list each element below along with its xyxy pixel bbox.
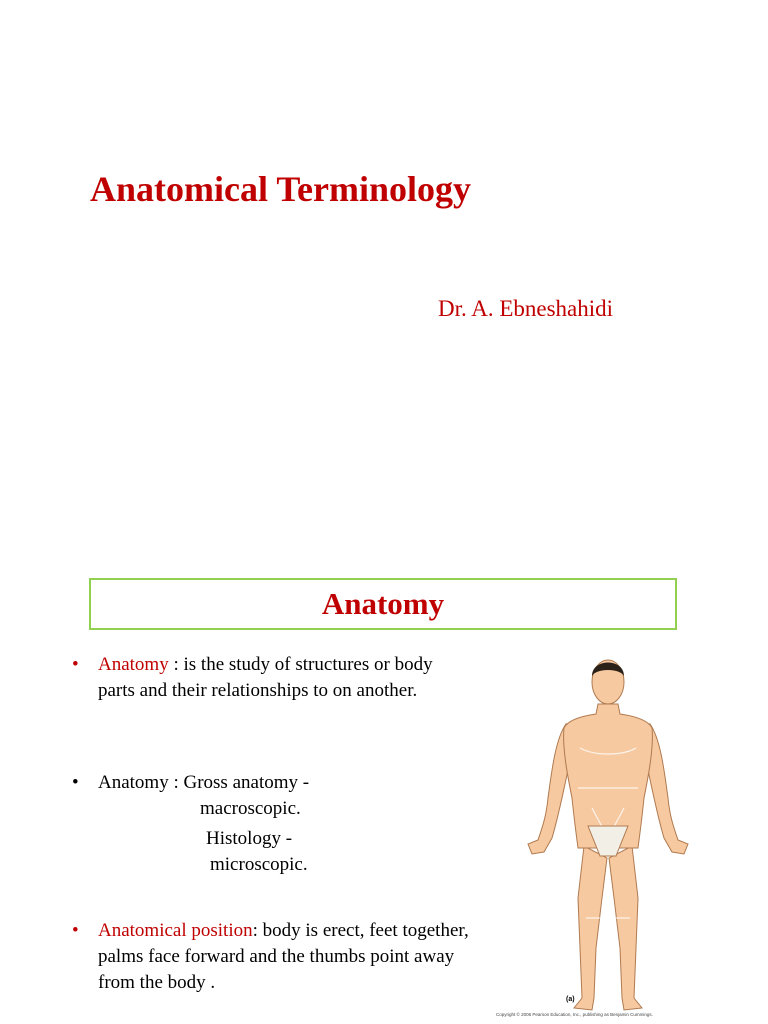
term-anatomical-position: Anatomical position (98, 920, 253, 941)
anatomical-position-figure (508, 648, 708, 1018)
bullet-definition (72, 652, 458, 704)
definition-text: : is the study of structures or body parts and their relationships to on another. (98, 654, 433, 701)
figure-copyright: Copyright © 2006 Pearson Education, Inc., publishing as Benjamin Cummings. (496, 1012, 653, 1017)
slide-anatomy (0, 560, 768, 1024)
bullet-dot-icon: • (72, 772, 79, 793)
term-anatomy: Anatomy (98, 654, 169, 675)
position-text: : body is erect, feet together, palms face forward and the thumbs point away from the body . (98, 920, 469, 993)
divisions-macroscopic: macroscopic. (200, 798, 301, 819)
page-title: Anatomical Terminology (90, 169, 472, 209)
bullet-dot-icon: • (72, 654, 79, 675)
divisions-lead: Anatomy : Gross anatomy - (98, 772, 310, 793)
bullet-dot-icon: • (72, 920, 79, 941)
figure-label: (a) (566, 996, 575, 1003)
author-name: Dr. A. Ebneshahidi (438, 296, 614, 321)
divisions-histology: Histology - (206, 828, 293, 849)
bullet-divisions (72, 770, 458, 878)
divisions-microscopic: microscopic. (210, 854, 308, 875)
bullet-position (72, 918, 478, 996)
heading-box (89, 578, 677, 630)
slide-heading: Anatomy (321, 586, 445, 621)
